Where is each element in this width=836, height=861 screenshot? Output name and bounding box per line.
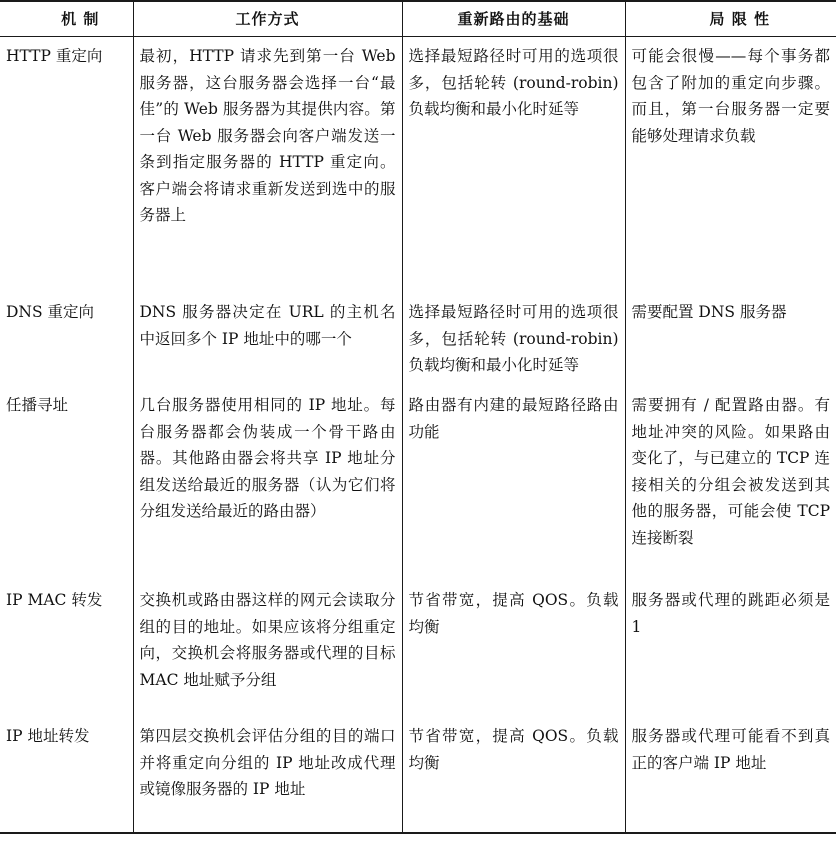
cell-text: 最初，HTTP 请求先到第一台 Web 服务器，这台服务器会选择一台“最佳”的 Web 服务器为其提供内容。第一台 Web 服务器会向客户端发送一条到指定服务器的 HTTP 重定向。客户端会将请求重新发送到选中的服务器上 [139,47,396,224]
cell-text: 几台服务器使用相同的 IP 地址。每台服务器都会伪装成一个骨干路由器。其他路由器会将共享 IP 地址分组发送给最近的服务器（认为它们将分组发送给最近的路由器） [139,396,396,520]
cell-text: 选择最短路径时可用的选项很多，包括轮转 (round-robin) 负载均衡和最小化时延等 [408,47,619,118]
cell-text: 可能会很慢——每个事务都包含了附加的重定向步骤。而且，第一台服务器一定要能够处理请求负载 [631,47,830,145]
header-rerouting-basis: 重新路由的基础 [402,1,625,37]
cell-mechanism [0,581,133,717]
cell-how-it-works [133,37,402,294]
cell-text: 交换机或路由器这样的网元会读取分组的目的地址。如果应该将分组重定向，交换机会将服务器或代理的目标 MAC 地址赋予分组 [139,591,396,689]
cell-text: 服务器或代理可能看不到真正的客户端 IP 地址 [631,727,830,772]
cell-rerouting-basis [402,581,625,717]
cell-mechanism [0,717,133,833]
cell-text: 任播寻址 [6,396,69,414]
cell-text: IP MAC 转发 [6,591,103,609]
table-row [0,386,836,581]
cell-text: 路由器有内建的最短路径路由功能 [408,396,619,441]
cell-text: 需要拥有 / 配置路由器。有地址冲突的风险。如果路由变化了，与已建立的 TCP 连接相关的分组会被发送到其他的服务器，可能会使 TCP 连接断裂 [631,396,830,547]
cell-rerouting-basis [402,717,625,833]
cell-text: DNS 重定向 [6,303,95,321]
cell-text: 节省带宽，提高 QOS。负载均衡 [408,727,619,772]
cell-limitations [625,37,836,294]
cell-rerouting-basis [402,386,625,581]
cell-text: 第四层交换机会评估分组的目的端口并将重定向分组的 IP 地址改成代理或镜像服务器的 IP 地址 [139,727,396,798]
cell-limitations [625,293,836,386]
cell-rerouting-basis [402,37,625,294]
table-row [0,37,836,294]
cell-mechanism [0,386,133,581]
cell-how-it-works [133,293,402,386]
header-how-it-works: 工作方式 [133,1,402,37]
cell-text: 节省带宽，提高 QOS。负载均衡 [408,591,619,636]
cell-limitations [625,717,836,833]
cell-text: DNS 服务器决定在 URL 的主机名中返回多个 IP 地址中的哪一个 [139,303,396,348]
cell-text: 选择最短路径时可用的选项很多，包括轮转 (round-robin) 负载均衡和最小化时延等 [408,303,619,374]
cell-text: 服务器或代理的跳距必须是 1 [631,591,830,636]
cell-rerouting-basis [402,293,625,386]
cell-limitations [625,386,836,581]
cell-how-it-works [133,717,402,833]
cell-limitations [625,581,836,717]
cell-text: IP 地址转发 [6,727,90,745]
table-header-row [0,1,836,37]
header-mechanism: 机 制 [0,1,133,37]
table-row [0,717,836,833]
cell-mechanism [0,37,133,294]
cell-text: HTTP 重定向 [6,47,103,65]
header-limitations: 局 限 性 [625,1,836,37]
cell-text: 需要配置 DNS 服务器 [631,303,787,321]
cell-mechanism [0,293,133,386]
table-row [0,293,836,386]
cell-how-it-works [133,581,402,717]
cell-how-it-works [133,386,402,581]
table-row [0,581,836,717]
